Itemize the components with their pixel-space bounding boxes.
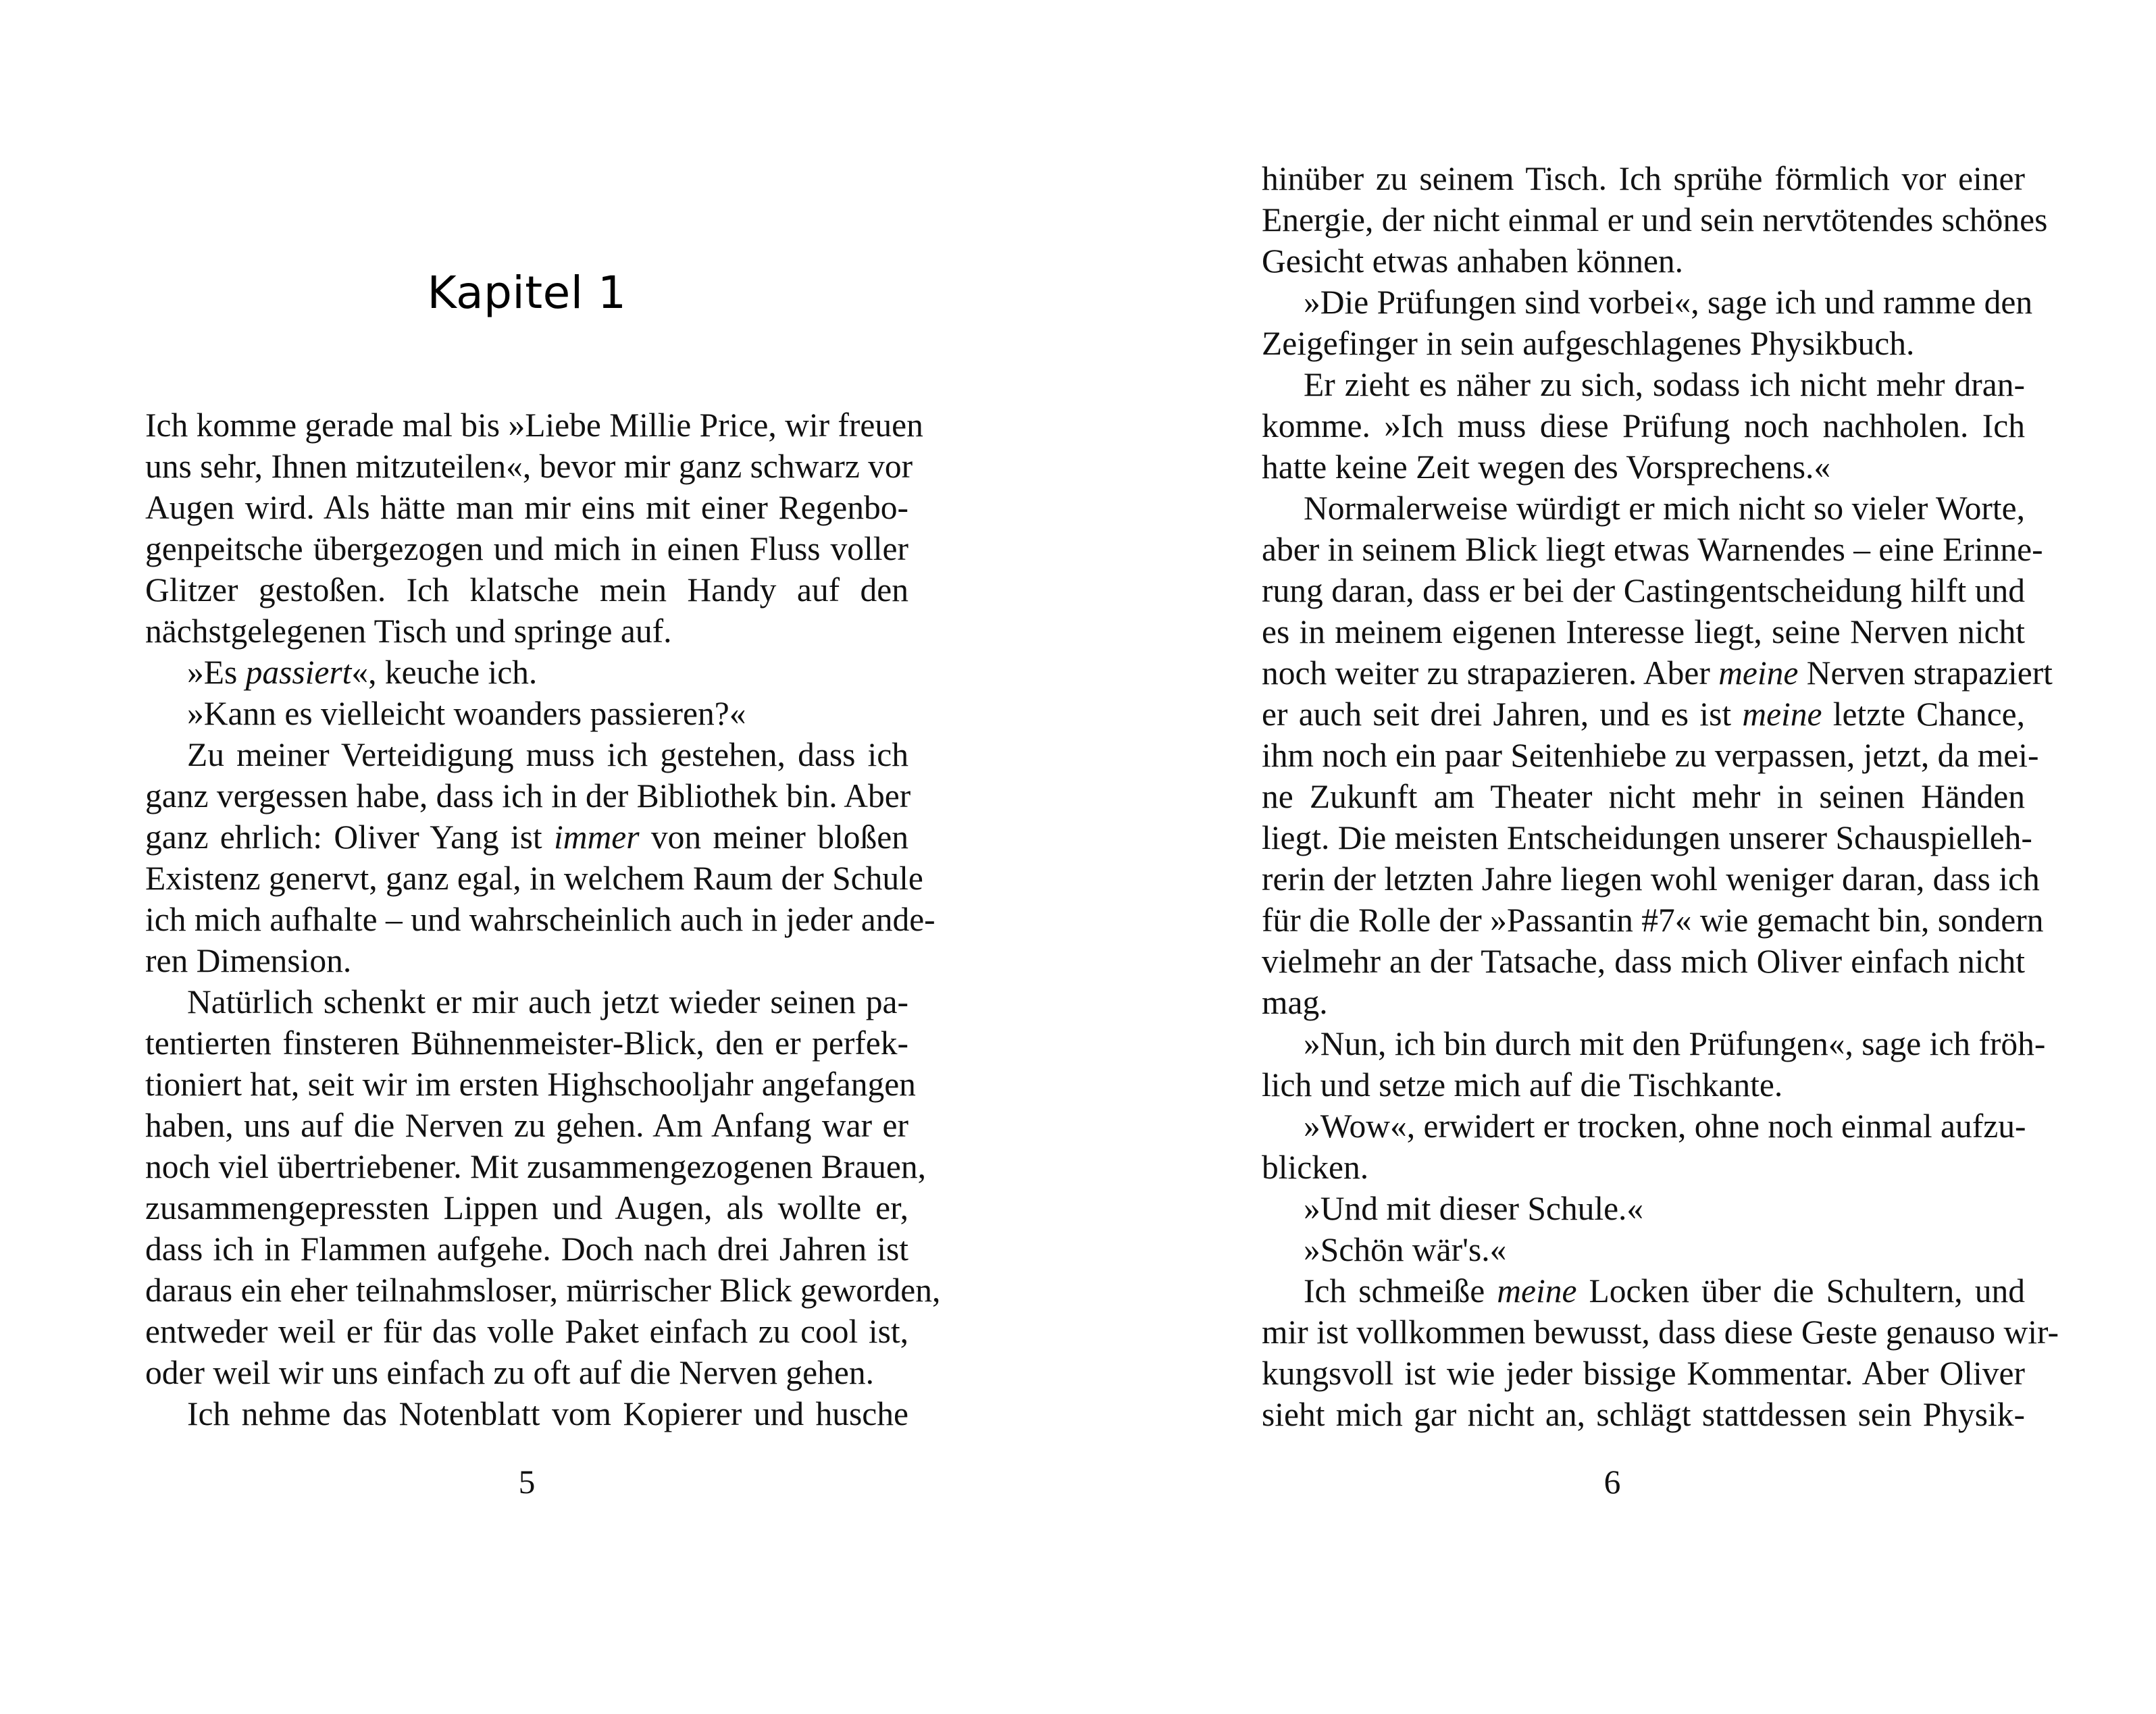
text-line: vielmehr an der Tatsache, dass mich Oliver einfach nicht xyxy=(1262,943,2025,980)
text-line: sieht mich gar nicht an, schlägt stattdessen sein Physik- xyxy=(1262,1396,2025,1433)
text-line: »Kann es vielleicht woanders passieren?« xyxy=(187,695,746,732)
text-line: daraus ein eher teilnahmsloser, mürrischer Blick geworden, xyxy=(145,1272,941,1309)
text-line: kungsvoll ist wie jeder bissige Kommentar. Aber Oliver xyxy=(1262,1355,2025,1392)
emphasis-word: meine xyxy=(1497,1272,1577,1309)
text-line: Energie, der nicht einmal er und sein nervtötendes schönes xyxy=(1262,201,2048,238)
text-line: rung daran, dass er bei der Castingentscheidung hilft und xyxy=(1262,572,2025,609)
text-line: aber in seinem Blick liegt etwas Warnendes – eine Erinne- xyxy=(1262,531,2043,568)
text-line: Ich schmeiße meine Locken über die Schultern, und xyxy=(1304,1272,2025,1309)
text-line: liegt. Die meisten Entscheidungen unserer Schauspielleh- xyxy=(1262,819,2032,856)
text-line: uns sehr, Ihnen mitzuteilen«, bevor mir ganz schwarz vor xyxy=(145,448,913,485)
chapter-title: Kapitel 1 xyxy=(427,267,627,319)
text-line: Er zieht es näher zu sich, sodass ich nicht mehr dran- xyxy=(1304,366,2025,403)
text-line: blicken. xyxy=(1262,1149,1369,1186)
text-line: er auch seit drei Jahren, und es ist meine letzte Chance, xyxy=(1262,696,2025,733)
text-line: »Es passiert«, keuche ich. xyxy=(187,654,538,691)
text-line: noch weiter zu strapazieren. Aber meine Nerven strapaziert xyxy=(1262,654,2053,692)
text-line: Glitzer gestoßen. Ich klatsche mein Handy auf den xyxy=(145,571,908,608)
text-line: hatte keine Zeit wegen des Vorsprechens.« xyxy=(1262,448,1831,486)
text-line: tioniert hat, seit wir im ersten Highschooljahr angefangen xyxy=(145,1066,916,1103)
text-line: ganz vergessen habe, dass ich in der Bibliothek bin. Aber xyxy=(145,777,911,814)
text-line: ihm noch ein paar Seitenhiebe zu verpassen, jetzt, da mei- xyxy=(1262,737,2039,774)
text-line: komme. »Ich muss diese Prüfung noch nachholen. Ich xyxy=(1262,407,2025,444)
text-line: Gesicht etwas anhaben können. xyxy=(1262,242,1684,280)
page-number-right: 6 xyxy=(1603,1463,1621,1501)
text-line: mir ist vollkommen bewusst, dass diese Geste genauso wir- xyxy=(1262,1314,2059,1351)
text-line: es in meinem eigenen Interesse liegt, seine Nerven nicht xyxy=(1262,613,2025,650)
text-line: Zu meiner Verteidigung muss ich gestehen, dass ich xyxy=(187,736,908,773)
text-line: noch viel übertriebener. Mit zusammengezogenen Brauen, xyxy=(145,1148,926,1185)
text-line: haben, uns auf die Nerven zu gehen. Am Anfang war er xyxy=(145,1107,908,1144)
text-line: ne Zukunft am Theater nicht mehr in seinen Händen xyxy=(1262,778,2025,815)
right-page xyxy=(1078,0,2156,1714)
text-line: »Und mit dieser Schule.« xyxy=(1304,1190,1644,1227)
text-line: Ich komme gerade mal bis »Liebe Millie Price, wir freuen xyxy=(145,407,923,444)
text-line: ganz ehrlich: Oliver Yang ist immer von meiner bloßen xyxy=(145,819,908,856)
text-line: Natürlich schenkt er mir auch jetzt wieder seinen pa- xyxy=(187,983,908,1020)
emphasis-word: meine xyxy=(1742,696,1822,733)
emphasis-word: immer xyxy=(554,819,640,856)
emphasis-word: meine xyxy=(1718,654,1799,692)
text-line: Normalerweise würdigt er mich nicht so vieler Worte, xyxy=(1304,490,2025,527)
text-line: oder weil wir uns einfach zu oft auf die Nerven gehen. xyxy=(145,1354,874,1391)
text-line: »Wow«, erwidert er trocken, ohne noch einmal aufzu- xyxy=(1304,1108,2026,1145)
text-line: genpeitsche übergezogen und mich in einen Fluss voller xyxy=(145,530,908,567)
text-line: mag. xyxy=(1262,984,1328,1021)
text-line: Zeigefinger in sein aufgeschlagenes Physikbuch. xyxy=(1262,325,1915,362)
text-line: ich mich aufhalte – und wahrscheinlich auch in jeder ande- xyxy=(145,901,935,938)
emphasis-word: passiert xyxy=(245,654,352,691)
text-line: »Nun, ich bin durch mit den Prüfungen«, sage ich fröh- xyxy=(1304,1025,2046,1062)
text-line: ren Dimension. xyxy=(145,942,352,979)
left-page-body xyxy=(145,405,941,1434)
text-line: »Schön wär's.« xyxy=(1304,1231,1507,1268)
text-line: lich und setze mich auf die Tischkante. xyxy=(1262,1066,1783,1103)
text-line: dass ich in Flammen aufgehe. Doch nach drei Jahren ist xyxy=(145,1230,908,1268)
text-line: Augen wird. Als hätte man mir eins mit einer Regenbo- xyxy=(145,489,908,526)
right-page-body xyxy=(1262,158,2059,1435)
text-line: rerin der letzten Jahre liegen wohl weniger daran, dass ich xyxy=(1262,860,2040,898)
text-line: nächstgelegenen Tisch und springe auf. xyxy=(145,613,672,650)
text-line: zusammengepressten Lippen und Augen, als wollte er, xyxy=(145,1189,908,1226)
text-line: Ich nehme das Notenblatt vom Kopierer und husche xyxy=(187,1395,908,1432)
page-number-left: 5 xyxy=(518,1463,536,1501)
text-line: für die Rolle der »Passantin #7« wie gemacht bin, sondern xyxy=(1262,902,2044,939)
text-line: »Die Prüfungen sind vorbei«, sage ich und ramme den xyxy=(1304,284,2033,321)
text-line: tentierten finsteren Bühnenmeister-Blick, den er perfek- xyxy=(145,1024,908,1062)
text-line: entweder weil er für das volle Paket einfach zu cool ist, xyxy=(145,1313,908,1350)
text-line: Existenz genervt, ganz egal, in welchem Raum der Schule xyxy=(145,860,923,897)
text-line: hinüber zu seinem Tisch. Ich sprühe förmlich vor einer xyxy=(1262,160,2025,197)
